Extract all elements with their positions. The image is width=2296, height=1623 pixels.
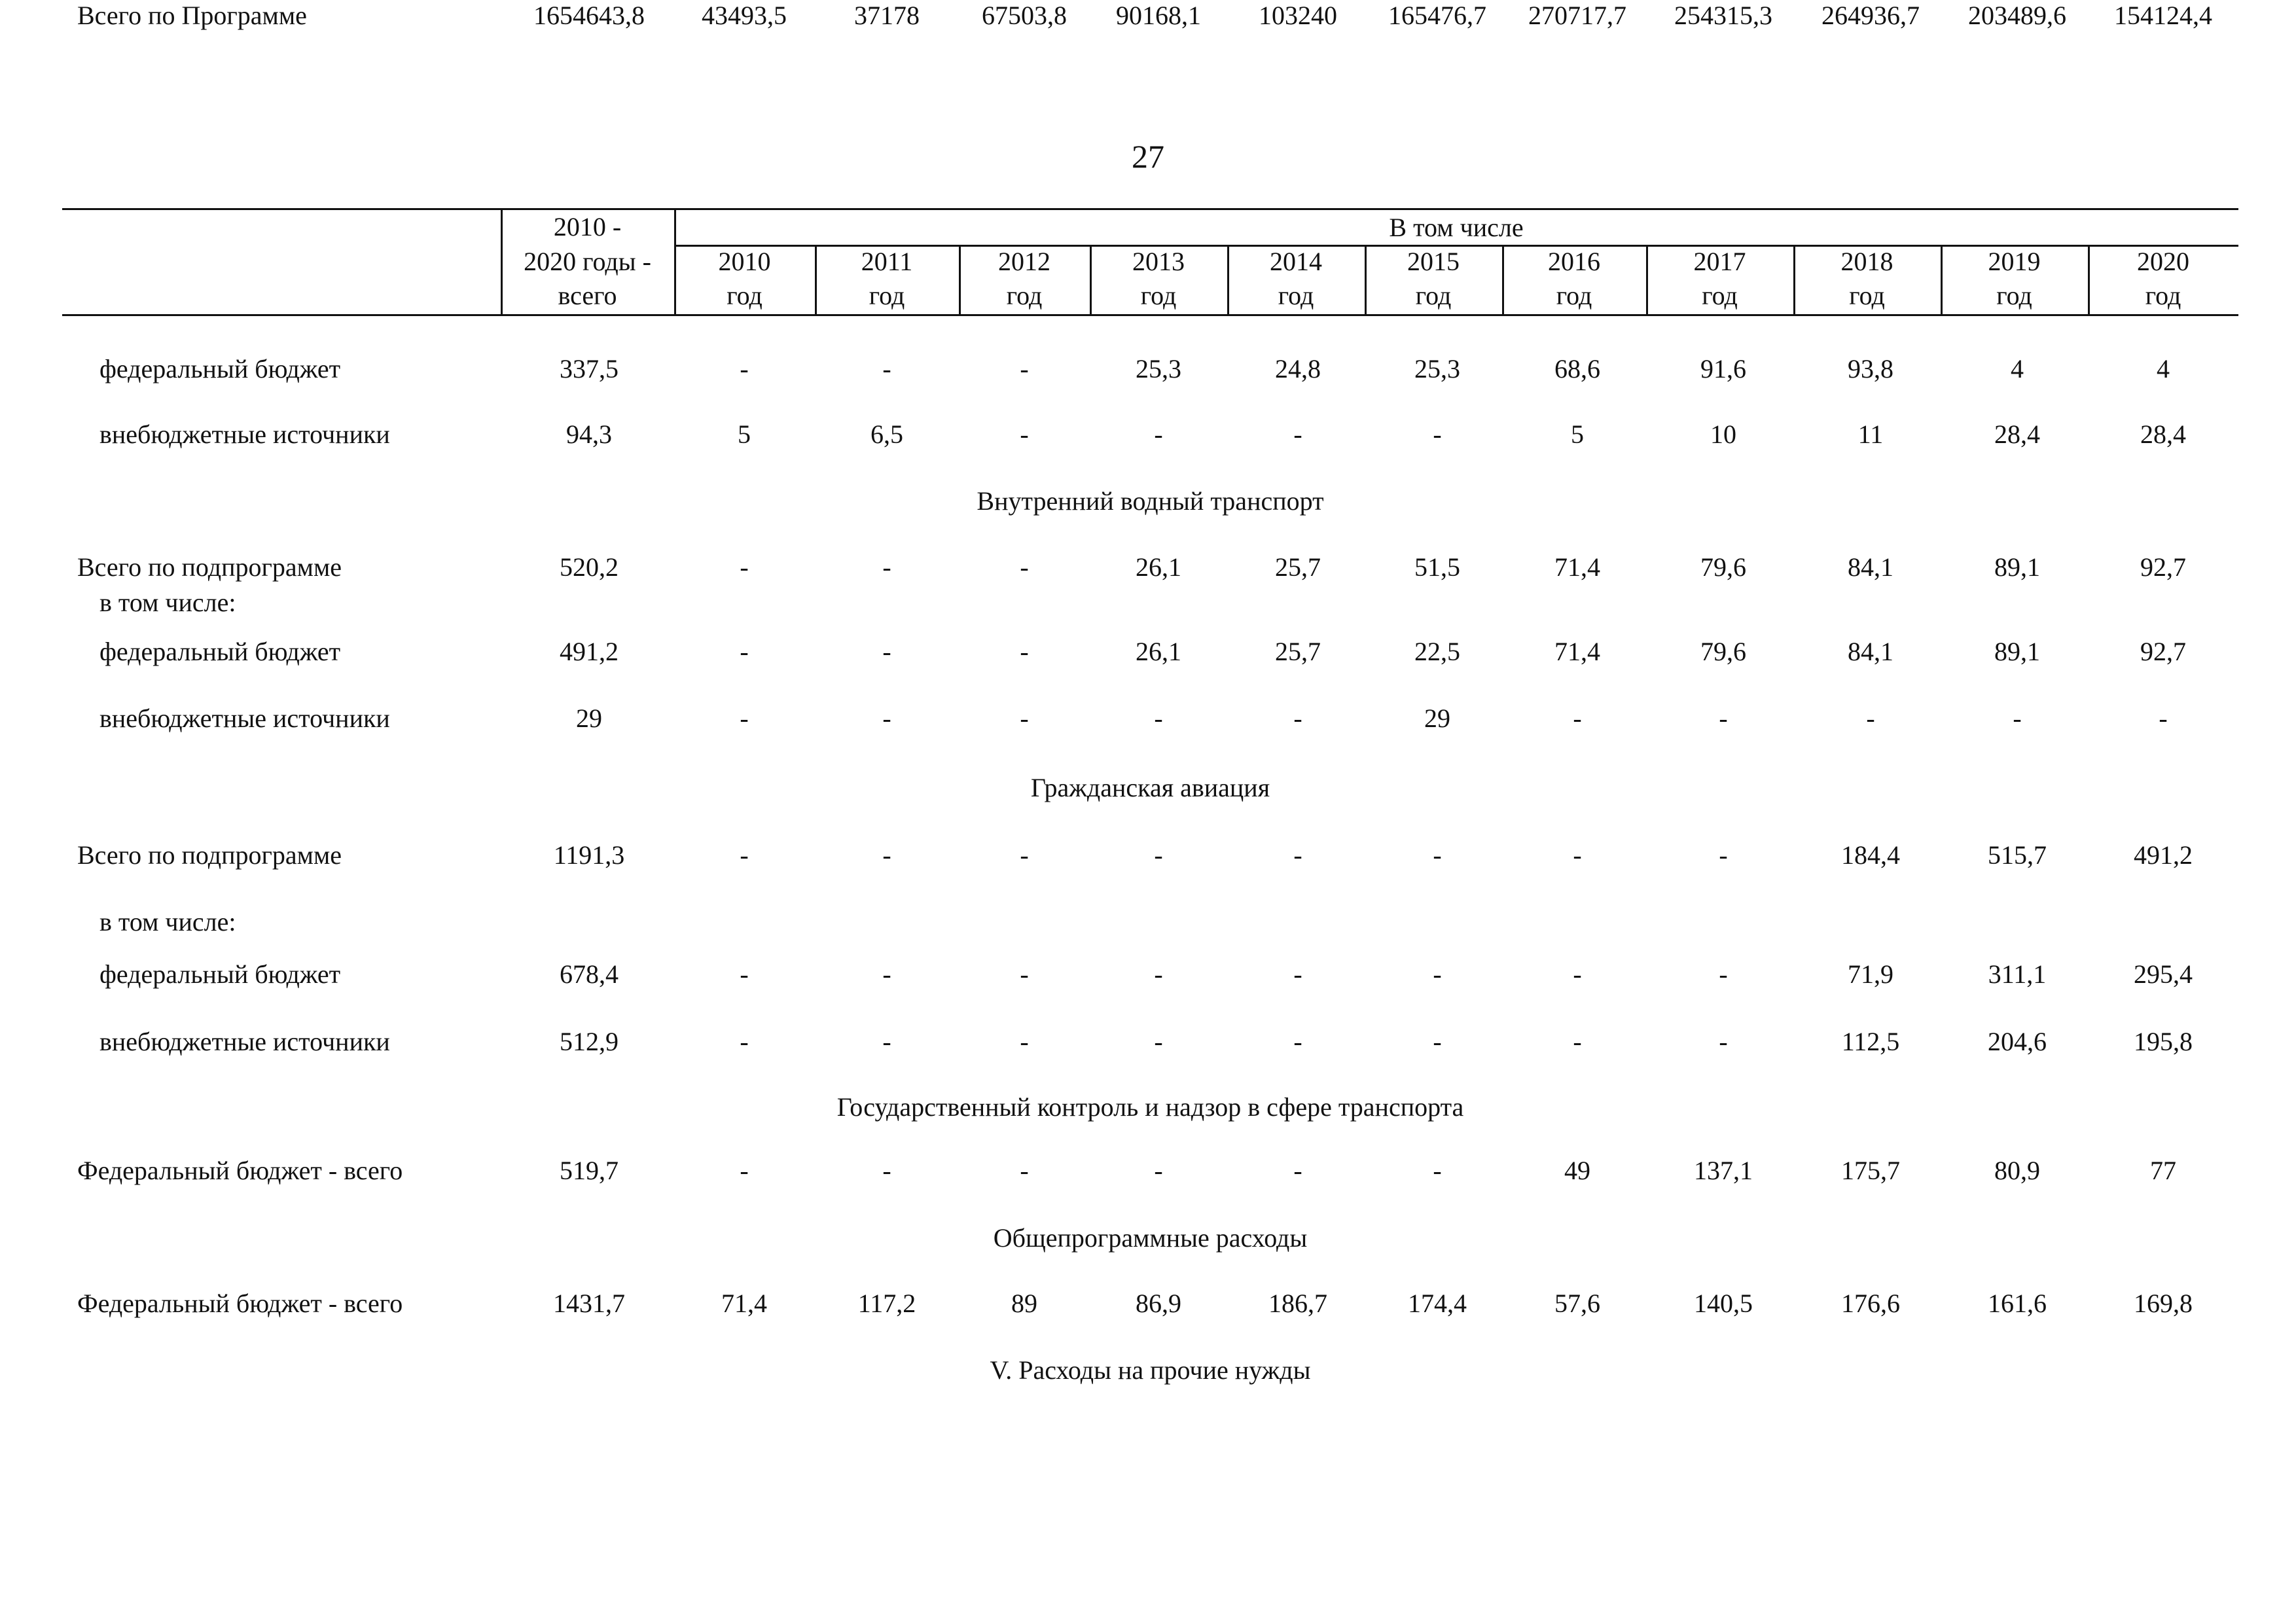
row-label: в том числе: [99,907,236,936]
total-cell: 1191,3 [553,840,625,870]
header-top-rule [62,208,2238,210]
row-label: Всего по Программе [77,1,307,30]
year-cell: 186,7 [1268,1289,1327,1318]
year-cell: - [1719,1027,1728,1056]
row-label: внебюджетные источники [99,704,390,733]
year-cell: - [1293,704,1302,733]
total-cell: 519,7 [560,1156,619,1185]
year-cell: 184,4 [1841,840,1900,870]
year-cell: 28,4 [2140,419,2186,449]
header-year-unit: год [1006,281,1043,310]
header-year-unit: год [1702,281,1738,310]
year-cell: - [1719,840,1728,870]
year-cell: - [882,552,891,582]
year-cell: - [1573,959,1582,989]
header-group-label: В том числе [1389,213,1524,242]
header-year: 2016 [1548,247,1600,276]
row-label: Всего по подпрограмме [77,840,342,870]
year-cell: 28,4 [1994,419,2040,449]
year-cell: - [1293,419,1302,449]
header-year-unit: год [2145,281,2181,310]
year-cell: 79,6 [1700,637,1746,666]
year-cell: 77 [2150,1156,2176,1185]
year-cell: 5 [738,419,751,449]
page-number: 27 [1132,138,1164,175]
year-cell: - [1719,704,1728,733]
year-cell: - [1020,637,1029,666]
year-cell: - [882,1156,891,1185]
year-cell: 51,5 [1414,552,1460,582]
year-cell: 37178 [854,1,920,30]
header-year-unit: год [869,281,905,310]
header-year: 2018 [1840,247,1893,276]
year-cell: 71,4 [1554,552,1600,582]
header-year-unit: год [1556,281,1592,310]
year-cell: - [1020,1156,1029,1185]
year-cell: - [882,959,891,989]
year-cell: - [1433,1156,1442,1185]
total-cell: 678,4 [560,959,619,989]
section-heading: V. Расходы на прочие нужды [990,1355,1311,1385]
year-cell: 49 [1564,1156,1590,1185]
header-year-unit: год [1996,281,2032,310]
row-label: федеральный бюджет [99,354,341,383]
year-cell: 92,7 [2140,552,2186,582]
row-sublabel: в том числе: [99,588,236,617]
year-cell: - [1573,1027,1582,1056]
year-cell: - [1020,959,1029,989]
year-cell: - [1154,959,1163,989]
year-cell: 103240 [1259,1,1337,30]
year-cell: - [740,840,749,870]
year-cell: 117,2 [857,1289,916,1318]
section-heading: Государственный контроль и надзор в сфере транспорта [836,1092,1464,1122]
year-cell: 84,1 [1848,552,1893,582]
year-cell: - [1293,1156,1302,1185]
year-cell: - [1866,704,1875,733]
year-cell: 295,4 [2134,959,2193,989]
year-cell: - [1719,959,1728,989]
header-year-unit: год [1140,281,1177,310]
year-cell: - [1020,704,1029,733]
year-cell: - [1573,840,1582,870]
year-cell: 89 [1011,1289,1037,1318]
year-cell: 254315,3 [1674,1,1772,30]
year-cell: 25,3 [1414,354,1460,383]
header-year: 2011 [861,247,913,276]
year-cell: 22,5 [1414,637,1460,666]
row-label: федеральный бюджет [99,637,341,666]
header-year: 2015 [1407,247,1460,276]
year-cell: - [1154,1156,1163,1185]
year-cell: - [1433,1027,1442,1056]
year-cell: 89,1 [1994,637,2040,666]
year-cell: - [1293,959,1302,989]
year-cell: 91,6 [1700,354,1746,383]
header-year: 2012 [998,247,1050,276]
header-year: 2020 [2137,247,2189,276]
year-cell: 25,3 [1136,354,1181,383]
year-cell: 79,6 [1700,552,1746,582]
year-cell: 71,9 [1848,959,1893,989]
year-cell: 11 [1857,419,1884,449]
year-cell: - [740,552,749,582]
header-total-line-3: всего [558,281,617,310]
year-cell: 25,7 [1275,637,1321,666]
year-cell: 89,1 [1994,552,2040,582]
year-cell: - [882,637,891,666]
total-cell: 520,2 [560,552,619,582]
year-cell: 174,4 [1408,1289,1467,1318]
year-cell: 165476,7 [1388,1,1486,30]
section-heading: Внутренний водный транспорт [977,486,1324,516]
year-cell: - [1020,419,1029,449]
table-header [62,208,2238,315]
row-label: федеральный бюджет [99,959,341,989]
row-label: Всего по подпрограмме [77,552,342,582]
section-heading: Гражданская авиация [1030,773,1270,802]
header-year-unit: год [1415,281,1452,310]
header-year: 2010 [718,247,771,276]
year-cell: 90168,1 [1116,1,1201,30]
row-label: Федеральный бюджет - всего [77,1289,403,1318]
row-label: внебюджетные источники [99,1027,390,1056]
year-cell: 311,1 [1988,959,2047,989]
year-cell: 25,7 [1275,552,1321,582]
year-cell: - [1154,704,1163,733]
year-cell: - [2159,704,2168,733]
year-cell: 26,1 [1136,637,1181,666]
total-cell: 1654643,8 [533,1,645,30]
header-year-unit: год [726,281,762,310]
year-cell: 29 [1424,704,1450,733]
year-cell: - [740,354,749,383]
total-cell: 337,5 [560,354,619,383]
year-cell: - [1433,959,1442,989]
header-year: 2014 [1270,247,1322,276]
year-cell: 43493,5 [702,1,787,30]
year-cell: 26,1 [1136,552,1181,582]
year-cell: - [882,840,891,870]
year-cell: - [1293,840,1302,870]
row-label: внебюджетные источники [99,419,390,449]
year-cell: 137,1 [1694,1156,1753,1185]
header-total-line-1: 2010 - [553,212,622,241]
year-cell: 112,5 [1841,1027,1900,1056]
header-year-unit: год [1849,281,1885,310]
year-cell: - [1154,840,1163,870]
year-cell: - [1293,1027,1302,1056]
header-total-line-2: 2020 годы - [524,247,651,276]
year-cell: 4 [2011,354,2024,383]
year-cell: 71,4 [1554,637,1600,666]
year-cell: 86,9 [1136,1289,1181,1318]
year-cell: - [1433,840,1442,870]
year-cell: 4 [2157,354,2170,383]
year-cell: 169,8 [2134,1289,2193,1318]
year-cell: 57,6 [1554,1289,1600,1318]
header-year: 2013 [1132,247,1185,276]
year-cell: 67503,8 [982,1,1067,30]
year-cell: 264936,7 [1821,1,1920,30]
row-label: Федеральный бюджет - всего [77,1156,403,1185]
year-cell: 203489,6 [1968,1,2066,30]
year-cell: - [882,1027,891,1056]
total-cell: 29 [576,704,602,733]
year-cell: 6,5 [870,419,903,449]
year-cell: 80,9 [1994,1156,2040,1185]
year-cell: - [1154,419,1163,449]
year-cell: 10 [1710,419,1736,449]
year-cell: - [1020,1027,1029,1056]
year-cell: 195,8 [2134,1027,2193,1056]
year-cell: 175,7 [1841,1156,1900,1185]
year-cell: 204,6 [1988,1027,2047,1056]
year-cell: 71,4 [721,1289,767,1318]
year-cell: 92,7 [2140,637,2186,666]
year-cell: - [1154,1027,1163,1056]
year-cell: 176,6 [1841,1289,1900,1318]
total-cell: 94,3 [566,419,612,449]
year-cell: - [2013,704,2022,733]
year-cell: - [1020,552,1029,582]
year-cell: - [740,637,749,666]
year-cell: - [882,354,891,383]
year-cell: 5 [1571,419,1584,449]
year-cell: - [740,1156,749,1185]
header-year-unit: год [1278,281,1314,310]
year-cell: - [1433,419,1442,449]
year-cell: 515,7 [1988,840,2047,870]
year-cell: - [740,959,749,989]
year-cell: 270717,7 [1528,1,1626,30]
header-year: 2019 [1988,247,2041,276]
year-cell: 84,1 [1848,637,1893,666]
year-cell: 161,6 [1988,1289,2047,1318]
year-cell: 491,2 [2134,840,2193,870]
year-cell: - [740,1027,749,1056]
year-cell: - [1020,840,1029,870]
year-cell: 154124,4 [2114,1,2212,30]
section-heading: Общепрограммные расходы [993,1223,1308,1253]
year-cell: - [1573,704,1582,733]
total-cell: 512,9 [560,1027,619,1056]
year-cell: 140,5 [1694,1289,1753,1318]
year-cell: 68,6 [1554,354,1600,383]
year-cell: 24,8 [1275,354,1321,383]
header-year: 2017 [1693,247,1746,276]
header-bottom-rule [62,314,2238,316]
year-cell: - [1020,354,1029,383]
total-cell: 1431,7 [553,1289,625,1318]
total-cell: 491,2 [560,637,619,666]
year-cell: - [740,704,749,733]
year-cell: - [882,704,891,733]
year-cell: 93,8 [1848,354,1893,383]
